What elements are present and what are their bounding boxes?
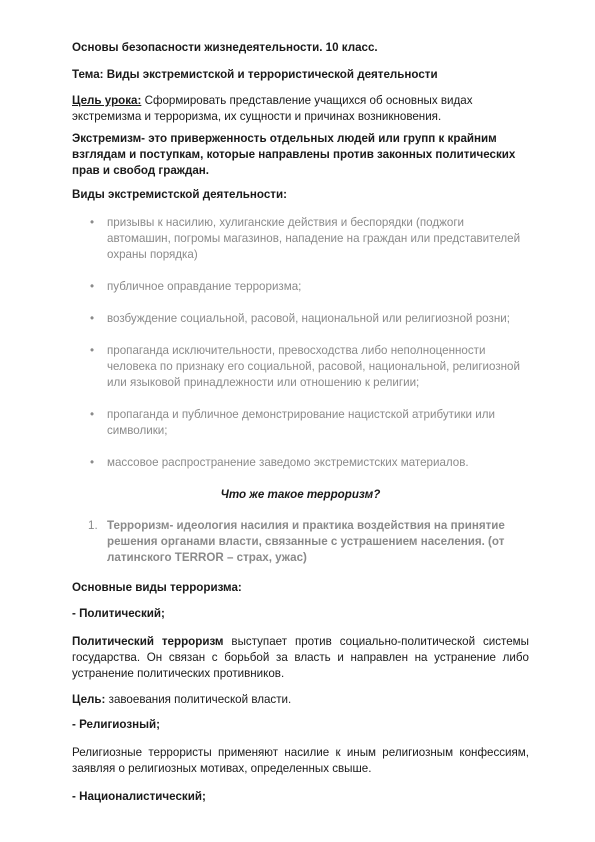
terrorism-types-heading: Основные виды терроризма: xyxy=(72,581,242,594)
list-item xyxy=(72,215,529,263)
list-item xyxy=(72,279,529,295)
list-item-text: призывы к насилию, хулиганские действия и беспорядки (поджоги автомашин, погромы магазинов, нападение на граждан или представителей охраны порядка) xyxy=(107,216,521,261)
terrorism-question: Что же такое терроризм? xyxy=(220,488,381,501)
item-number: 1. xyxy=(88,519,98,532)
political-paragraph xyxy=(72,634,529,682)
lesson-topic: Тема: Виды экстремистской и террористической деятельности xyxy=(72,68,438,81)
nationalist-heading: - Националистический; xyxy=(72,790,206,803)
goal-text: Сформировать представление учащихся об основных видах экстремизма и терроризма, их сущности и причинах возникновения. xyxy=(72,94,473,123)
lesson-goal xyxy=(72,93,529,125)
religious-heading: - Религиозный; xyxy=(72,718,161,731)
political-goal xyxy=(72,692,529,708)
political-term: Политический терроризм xyxy=(72,635,224,648)
bullet-icon: • xyxy=(90,408,95,421)
list-item-text: массовое распространение заведомо экстремистских материалов. xyxy=(107,456,469,469)
list-item xyxy=(72,311,529,327)
terrorism-definition xyxy=(72,518,529,566)
bullet-icon: • xyxy=(90,216,95,229)
bullet-icon: • xyxy=(90,456,95,469)
goal2-text: завоевания политической власти. xyxy=(105,693,292,706)
political-heading: - Политический; xyxy=(72,607,165,620)
goal-label: Цель урока: xyxy=(72,94,142,107)
list-item xyxy=(72,455,529,471)
goal2-label: Цель: xyxy=(72,693,106,706)
extremism-types-heading: Виды экстремистской деятельности: xyxy=(72,188,287,201)
list-item-text: пропаганда исключительности, превосходства либо неполноценности человека по признаку его социальной, расовой, национальной, религиозной или языковой принадлежности или отношению к религии; xyxy=(107,344,520,389)
terrorism-definition-text: Терроризм- идеология насилия и практика воздействия на принятие решения органами власти, связанные с устрашением населения. (от латинского TERROR – страх, ужас) xyxy=(107,519,505,564)
bullet-icon: • xyxy=(90,344,95,357)
extremism-types-list xyxy=(72,215,529,471)
list-item-text: публичное оправдание терроризма; xyxy=(107,280,302,293)
document-title: Основы безопасности жизнедеятельности. 10 класс. xyxy=(72,41,378,54)
bullet-icon: • xyxy=(90,312,95,325)
political-text: выступает против социально-политической системы государства. Он связан с борьбой за власть и направлен на устранение либо устранение политических противников. xyxy=(72,635,529,680)
document-page xyxy=(72,40,529,805)
list-item-text: пропаганда и публичное демонстрирование нацистской атрибутики или символики; xyxy=(107,408,495,437)
list-item xyxy=(72,407,529,439)
list-item xyxy=(72,343,529,391)
extremism-definition: Экстремизм- это приверженность отдельных людей или групп к крайним взглядам и поступкам, которые направлены против законных политических прав и свобод граждан. xyxy=(72,132,516,177)
religious-paragraph: Религиозные террористы применяют насилие к иным религиозным конфессиям, заявляя о религиозных мотивах, определенных свыше. xyxy=(72,746,529,775)
list-item-text: возбуждение социальной, расовой, национальной или религиозной розни; xyxy=(107,312,510,325)
bullet-icon: • xyxy=(90,280,95,293)
